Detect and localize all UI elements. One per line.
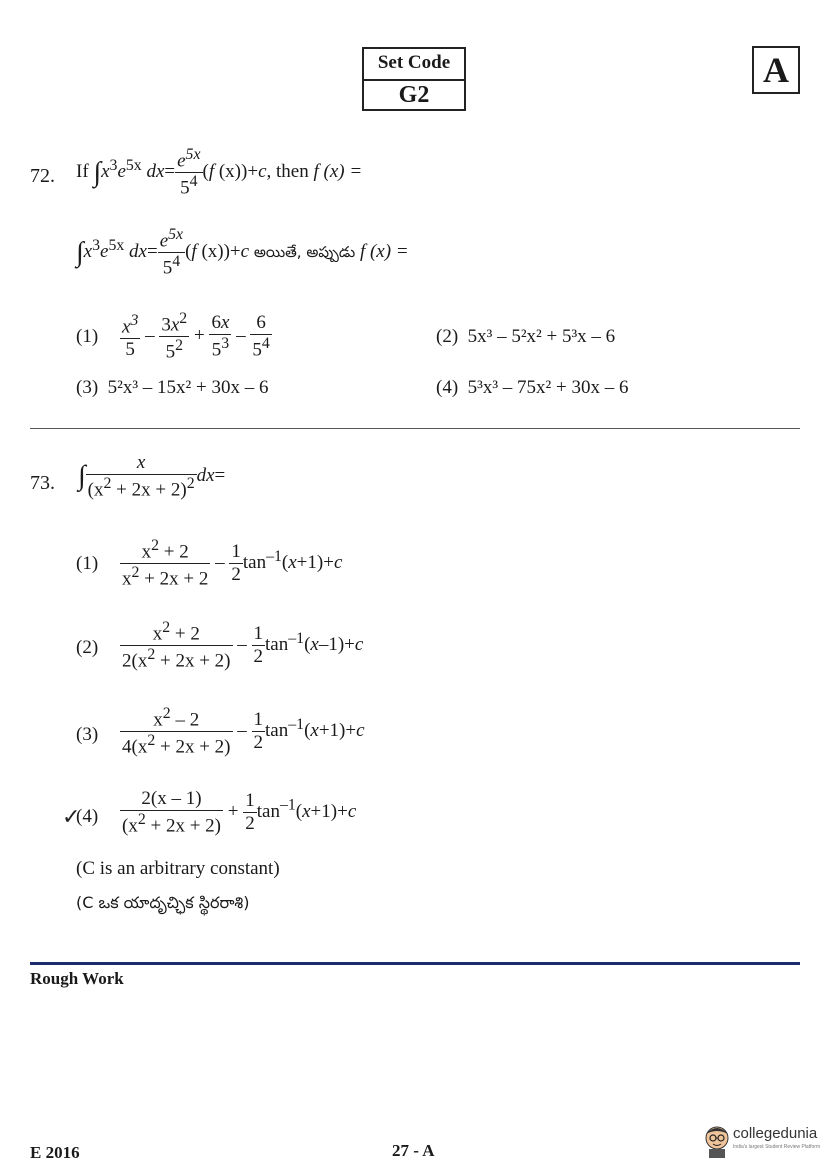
watermark-logo (703, 1122, 825, 1162)
brand-name: collegedunia (733, 1125, 818, 1142)
q72-option-3-label: (3) (76, 377, 99, 398)
q72-option-1-label: (1) (76, 326, 99, 347)
q72-option-4-text: 5³x³ – 75x² + 30x – 6 (467, 377, 629, 398)
q73-option-1-label: (1) (76, 553, 99, 574)
q72-option-3-text: 5²x³ – 15x² + 30x – 6 (107, 377, 269, 398)
q73-option-4: $\frac{2(x - 1)}{(x^2 + 2x + 2)}$ + $\frac{1}{2}$ $\tan^{-1}(x+1)+c$ (122, 788, 357, 837)
brand-tagline: India's largest Student Review Platform (733, 1144, 821, 1150)
q73-option-2-label: (2) (76, 637, 99, 658)
set-code-value: G2 (398, 82, 430, 108)
rough-work-label: Rough Work (30, 969, 124, 988)
q72-en-end: f (x) = (313, 161, 363, 183)
q72-option-2-label: (2) (436, 326, 459, 347)
q72-en-suffix: , then (266, 161, 309, 183)
set-code-label: Set Code (377, 52, 451, 73)
mascot-icon (703, 1124, 731, 1158)
question-divider (30, 428, 800, 429)
q73-note-en: (C is an arbitrary constant) (76, 858, 280, 879)
q72-en-prefix: If (76, 161, 89, 183)
q72-question-en: If $\int x^3e^{5x}$ dx= $\frac{e^{5x}}{5^4}$ (f (x))+c, then f (x) = (76, 146, 363, 199)
q72-option-3 (76, 377, 268, 399)
q73-option-3: $\frac{x^2 - 2}{4(x^2 + 2x + 2)}$ – $\frac{1}{2}$ $\tan^{-1}(x+1)+c$ (122, 705, 365, 758)
q72-question-te: $\int x^3e^{5x}$ dx= $\frac{e^{5x}}{5^4}$ (f (x))+c అయితే, అప్పుడు f (x) = (76, 226, 409, 279)
q72-option-2 (436, 326, 615, 348)
q73-option-2: $\frac{x^2 + 2}{2(x^2 + 2x + 2)}$ – $\frac{1}{2}$ $\tan^{-1}(x-1)+c$ (122, 619, 364, 672)
q73-option-1: $\frac{x^2 + 2}{x^2 + 2x + 2}$ – $\frac{1}{2}$ $\tan^{-1}(x+1)+c$ (122, 537, 343, 590)
q73-question: ∫ $\frac{x}{(x^2 + 2x + 2)^2}$ dx= (78, 452, 226, 501)
exam-code: E 2016 (30, 1143, 80, 1162)
page-number: 27 - A (392, 1141, 435, 1160)
q72-option-4 (436, 377, 628, 399)
q73-option-4-label: (4) (76, 806, 99, 827)
q73-number: 73. (30, 472, 55, 494)
q73-note-te: (C ఒక యాదృచ్ఛిక స్థిరరాశి) (76, 893, 250, 912)
booklet-letter: A (752, 46, 800, 94)
answer-tick-mark: ✓ (62, 804, 81, 829)
q72-number: 72. (30, 165, 55, 187)
rough-work-divider (30, 962, 800, 965)
q72-option-4-label: (4) (436, 377, 459, 398)
q72-option-2-text: 5x³ – 5²x² + 5³x – 6 (467, 326, 616, 347)
q72-te-text: అయితే, అప్పుడు (253, 243, 356, 262)
set-code-box (362, 47, 466, 111)
q72-te-end: f (x) = (359, 241, 409, 263)
q72-option-1: $\frac{x^3}{5}$ – $\frac{3x^2}{5^2}$ + $\frac{6x}{5^3}$ – $\frac{6}{5^4}$ (122, 310, 270, 363)
q73-option-3-label: (3) (76, 724, 99, 745)
